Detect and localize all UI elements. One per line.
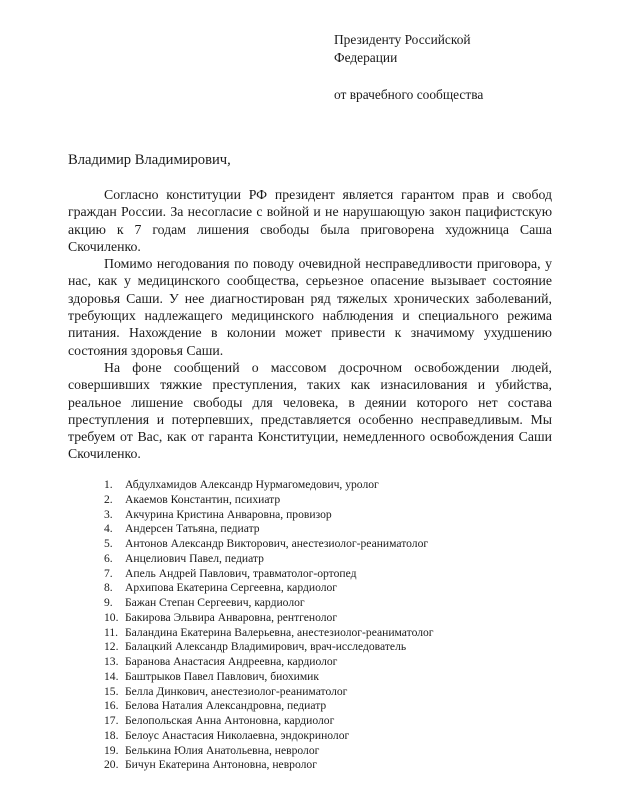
signatory-text: Архипова Екатерина Сергеевна, кардиолог [125,581,338,595]
signatory-text: Белла Динкович, анестезиолог-реаниматолог [125,684,348,698]
signatory-item [104,581,524,596]
body-paragraph-3: На фоне сообщений о массовом досрочном освобождении людей, совершивших тяжкие преступления, таких как изнасилования и убийства, реальное лишение свободы для человека, в деянии которого нет состава преступления и потерпевших, представляется особенно несправедливым. Мы требуем от Вас, как от гаранта Конституции, немедленного освобождения Саши Скочиленко. [68,359,552,462]
signatory-item [104,508,524,523]
signatory-number: 10. [104,610,119,624]
signatory-number: 7. [104,566,113,580]
signatory-number: 18. [104,728,119,742]
signatory-text: Белькина Юлия Анатольевна, невролог [125,743,320,757]
signatory-text: Акчурина Кристина Анваровна, провизор [125,507,332,521]
signatory-number: 16. [104,699,119,713]
signatories-list [104,478,524,773]
signatory-number: 11. [104,625,119,639]
signatory-text: Абдулхамидов Александр Нурмагомедович, уролог [125,478,379,491]
signatory-number: 15. [104,684,119,698]
addressee-line-1: Президенту Российской [334,32,471,47]
signatory-number: 5. [104,537,113,550]
signatory-text: Белова Наталия Александровна, педиатр [125,699,327,713]
body-paragraph-2: Помимо негодования по поводу очевидной несправедливости приговора, у нас, как у медицинского сообщества, серьезное опасение вызывает состояние здоровья Саши. У нее диагностирован ряд тяжелых хронических заболеваний, требующих надлежащего медицинского наблюдения и специального режима питания. Нахождение в колонии может привести к значимому ухудшению состояния здоровья Саши. [68,256,552,358]
signatory-text: Бичун Екатерина Антоновна, невролог [125,758,317,772]
addressee-block [334,31,534,104]
signatory-number: 13. [104,655,119,668]
signatory-number: 20. [104,758,119,772]
sender-line: от врачебного сообщества [334,87,484,102]
signatory-text: Акаемов Константин, психиатр [125,492,281,506]
letter-body [68,186,552,463]
signatory-number: 17. [104,714,119,727]
signatory-item [104,685,524,700]
signatory-item [104,744,524,759]
signatory-item [104,729,524,744]
signatory-item [104,699,524,714]
signatory-item [104,611,524,626]
signatory-text: Балацкий Александр Владимирович, врач-исследователь [125,640,407,654]
signatory-text: Баландина Екатерина Валерьевна, анестезиолог-реаниматолог [125,625,434,639]
signatory-item [104,640,524,655]
signatory-number: 4. [104,522,113,536]
signatory-item [104,552,524,567]
signatory-item [104,714,524,729]
signatory-text: Андерсен Татьяна, педиатр [125,522,260,536]
signatory-text: Антонов Александр Викторович, анестезиолог-реаниматолог [125,537,429,550]
body-paragraph-1: Согласно конституции РФ президент является гарантом прав и свобод граждан России. За несогласие с войной и не нарушающую закон пацифистскую акцию к 7 годам лишения свободы была приговорена художница Саша Скочиленко. [68,187,552,254]
signatory-number: 19. [104,743,119,757]
signatory-number: 3. [104,507,113,521]
signatory-text: Баштрыков Павел Павлович, биохимик [125,669,320,683]
signatory-text: Бажан Степан Сергеевич, кардиолог [125,596,305,609]
signatory-text: Апель Андрей Павлович, травматолог-ортопед [125,566,357,580]
signatory-number: 8. [104,581,113,595]
signatory-number: 9. [104,596,113,609]
signatory-item [104,493,524,508]
signatory-text: Анцелиович Павел, педиатр [125,551,264,565]
signatory-text: Баранова Анастасия Андреевна, кардиолог [125,655,338,668]
signatory-text: Бакирова Эльвира Анваровна, рентгенолог [125,610,338,624]
signatory-item [104,478,524,493]
signatory-number: 1. [104,478,113,491]
signatory-item [104,670,524,685]
signatory-number: 6. [104,551,113,565]
signatory-text: Белоус Анастасия Николаевна, эндокринолог [125,728,350,742]
addressee-line-2: Федерации [334,50,398,65]
signatory-item [104,537,524,552]
signatory-item [104,522,524,537]
signatory-item [104,655,524,670]
signatory-item [104,596,524,611]
signatory-text: Белопольская Анна Антоновна, кардиолог [125,714,335,727]
signatory-number: 12. [104,640,119,654]
signatory-item [104,626,524,641]
salutation: Владимир Владимирович, [68,152,231,168]
signatory-item [104,758,524,773]
signatory-number: 14. [104,669,119,683]
signatory-number: 2. [104,492,113,506]
signatory-item [104,567,524,582]
